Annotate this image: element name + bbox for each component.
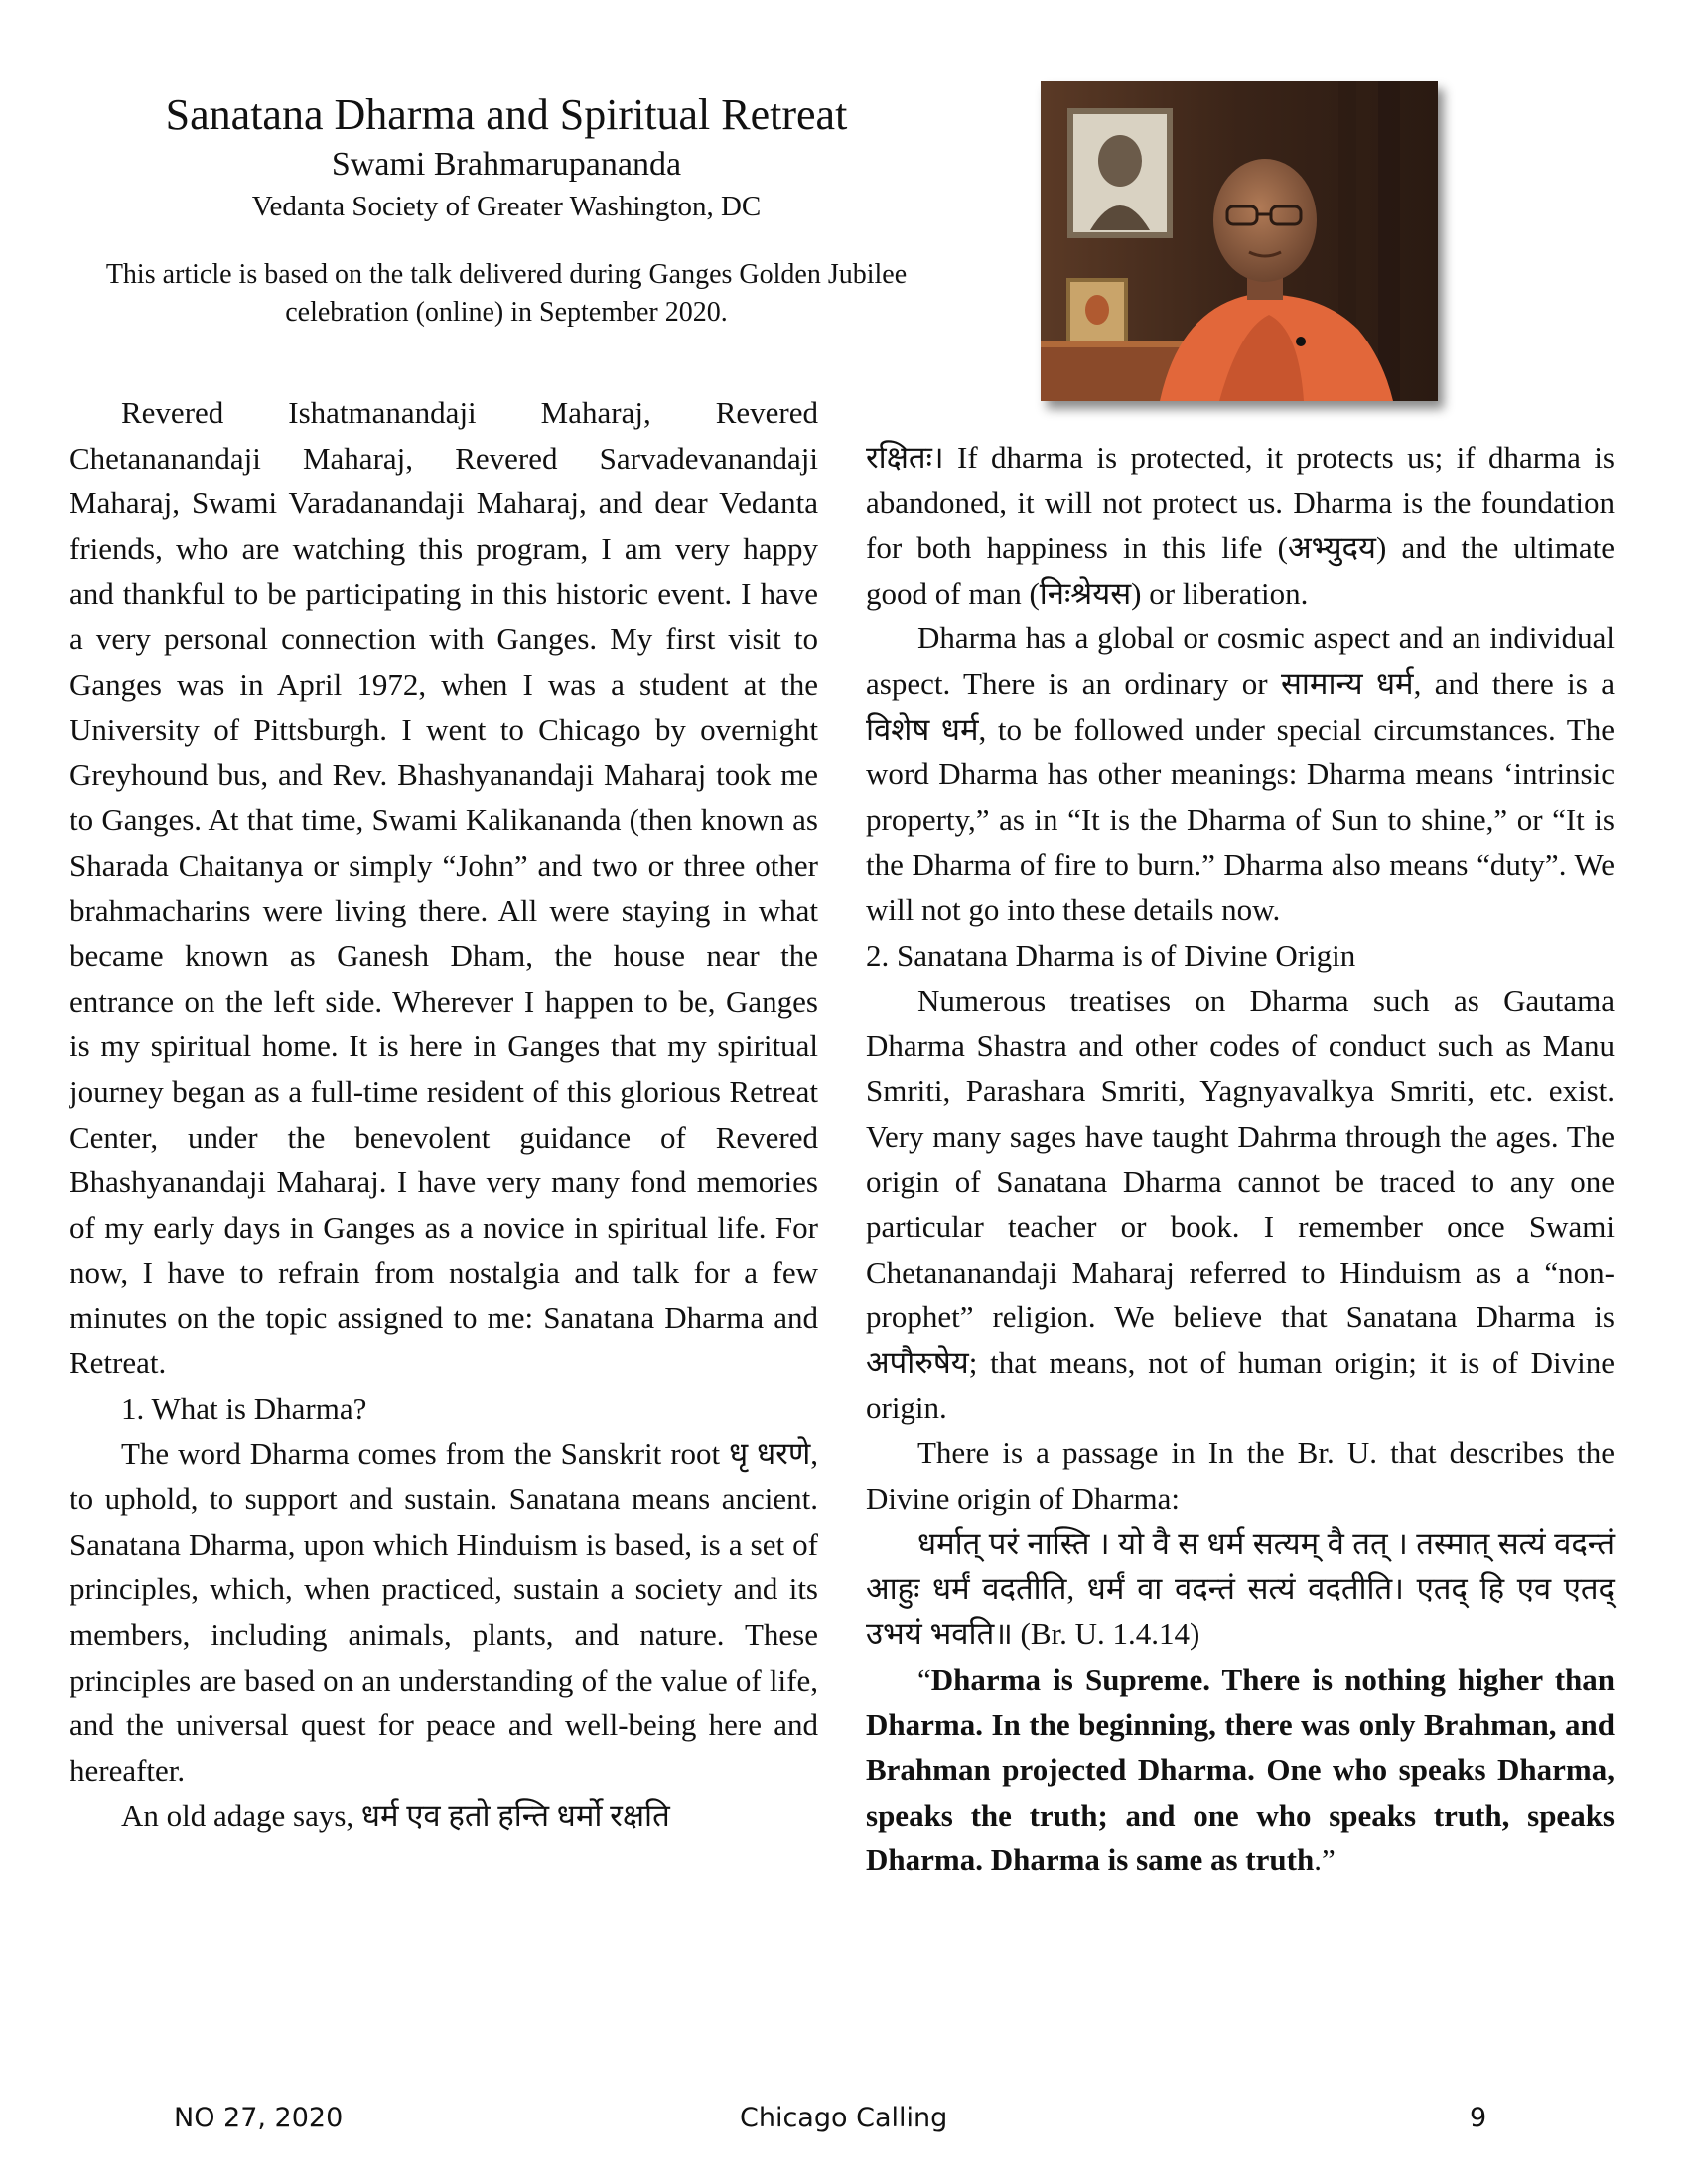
- body-paragraph: Numerous treatises on Dharma such as Gautama Dharma Shastra and other codes of conduct such as Manu Smriti, Parashara Smriti, Yagnyavalkya Smriti, etc. exist. Very many sages have taught Dahrma through the ages. The origin of Sanatana Dharma cannot be traced to any one particular teacher or book. I remember once Swami Chetananandaji Maharaj referred to Hinduism as a “non-prophet” religion. We believe that Sanatana Dharma is अपौरुषेय; that means, not of human origin; it is of Divine origin.: [866, 983, 1615, 1426]
- author-name: Swami Brahmarupananda: [331, 146, 682, 183]
- footer-page-number: 9: [1470, 2103, 1487, 2133]
- section-heading: 1. What is Dharma?: [121, 1391, 367, 1427]
- page-footer: [0, 2103, 1688, 2142]
- article-title: Sanatana Dharma and Spiritual Retreat: [165, 90, 848, 139]
- author-organization: Vedanta Society of Greater Washington, DC: [251, 191, 762, 222]
- right-column: [866, 435, 1615, 1883]
- body-paragraph: There is a passage in In the Br. U. that describes the Divine origin of Dharma:: [866, 1435, 1615, 1516]
- footer-publication: Chicago Calling: [740, 2103, 948, 2133]
- quote-open-mark: “: [917, 1662, 931, 1698]
- article-header: [40, 87, 973, 332]
- sanskrit-verse: धर्मात् परं नास्ति । यो वै स धर्म सत्यम् वै तत् । तस्मात् सत्यं वदन्तं आहुः धर्मं वदतीति, धर्मं वा वदन्तं सत्यं वदतीति। एतद् हि एव एतद् उभयं भवति॥ (Br. U. 1.4.14): [866, 1526, 1615, 1652]
- footer-issue: NO 27, 2020: [174, 2103, 344, 2133]
- body-paragraph: An old adage says, धर्म एव हतो हन्ति धर्मो रक्षति: [121, 1798, 670, 1834]
- quote-bold-text: Dharma is Supreme. There is nothing higher than Dharma. In the beginning, there was only Brahman, and Brahman projected Dharma. One who speaks Dharma, speaks the truth; and one who speaks truth, speaks Dharma. Dharma is same as truth: [866, 1662, 1615, 1878]
- article-intro: This article is based on the talk delivered during Ganges Golden Jubilee celebration (online) in September 2020.: [105, 259, 908, 328]
- section-heading: 2. Sanatana Dharma is of Divine Origin: [866, 937, 1356, 973]
- quote-close-mark: .”: [1314, 1843, 1336, 1878]
- body-paragraph: The word Dharma comes from the Sanskrit root धृ धरणे, to uphold, to support and sustain. Sanatana means ancient. Sanatana Dharma, upon which Hinduism is based, is a set of principles, which, when practiced, sustain a society and its members, including animals, plants, and nature. These principles are based on an understanding of the value of life, and the universal quest for peace and well-being here and hereafter.: [70, 1435, 818, 1788]
- body-paragraph: Dharma has a global or cosmic aspect and an individual aspect. There is an ordinary or सामान्य धर्म, and there is a विशेष धर्म, to be followed under special circumstances. The word Dharma has other meanings: Dharma means ‘intrinsic property,” as in “It is the Dharma of Sun to shine,” or “It is the Dharma of fire to burn.” Dharma also means “duty”. We will not go into these details now.: [866, 620, 1615, 927]
- body-paragraph: रक्षितः। If dharma is protected, it protects us; if dharma is abandoned, it will not protect us. Dharma is the foundation for both happiness in this life (अभ्युदय) and the ultimate good of man (निःश्रेयस) or liberation.: [866, 440, 1615, 611]
- left-column: [70, 390, 818, 1839]
- body-paragraph: Revered Ishatmanandaji Maharaj, Revered Chetananandaji Maharaj, Revered Sarvadevanandaji Maharaj, Swami Varadanandaji Maharaj, and dear Vedanta friends, who are watching this program, I am very happy and thankful to be participating in this historic event. I have a very personal connection with Ganges. My first visit to Ganges was in April 1972, when I was a student at the University of Pittsburgh. I went to Chicago by overnight Greyhound bus, and Rev. Bhashyanandaji Maharaj took me to Ganges. At that time, Swami Kalikananda (then known as Sharada Chaitanya or simply “John” and two or three other brahmacharins were living there. All were staying in what became known as Ganesh Dham, the house near the entrance on the left side. Wherever I happen to be, Ganges is my spiritual home. It is here in Ganges that my spiritual journey began as a full-time resident of this glorious Retreat Center, under the benevolent guidance of Revered Bhashyanandaji Maharaj. I have very many fond memories of my early days in Ganges as a novice in spiritual life. For now, I have to refrain from nostalgia and talk for a few minutes on the topic assigned to me: Sanatana Dharma and Retreat.: [70, 395, 818, 1381]
- quote-paragraph: [866, 1657, 1615, 1883]
- author-photo: [1041, 81, 1438, 401]
